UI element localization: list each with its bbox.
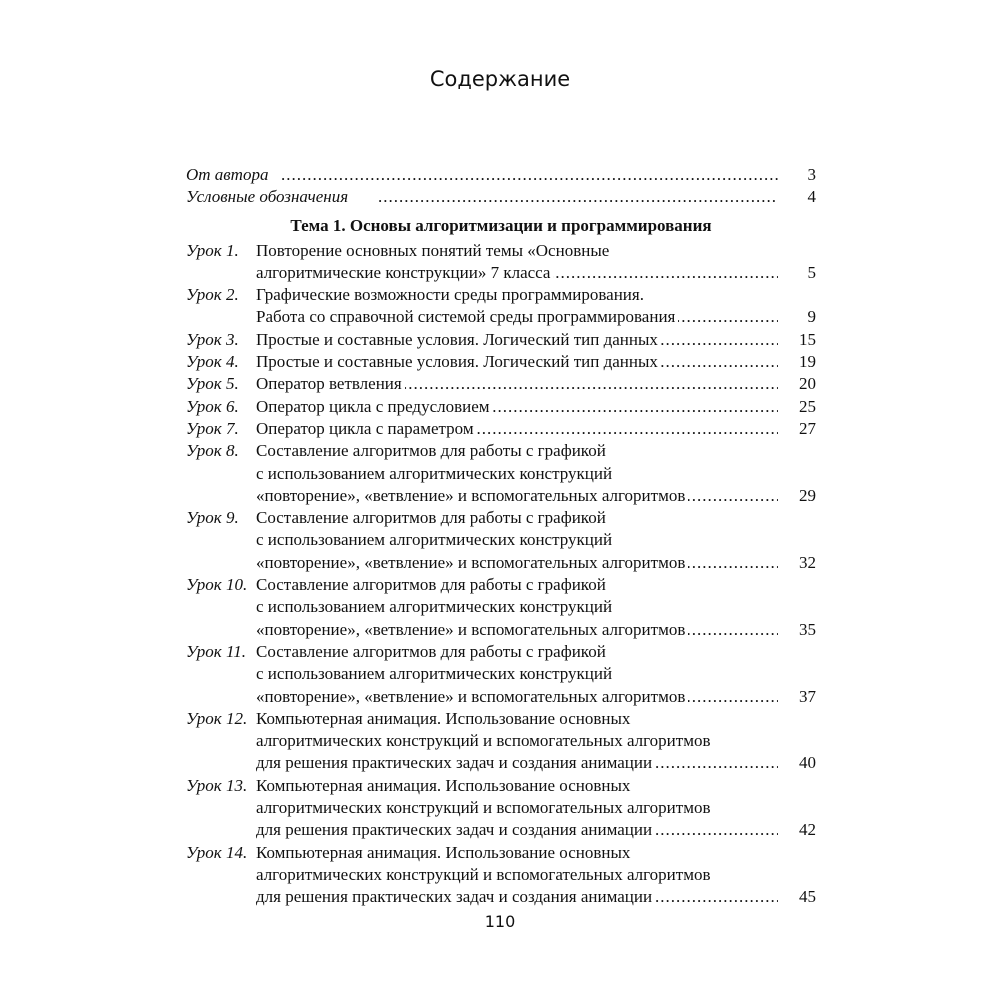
lesson-label: Урок 5.: [186, 374, 239, 394]
topic-heading: Тема 1. Основы алгоритмизации и программирования: [290, 215, 712, 235]
lesson-title-line: [256, 819, 778, 841]
lesson-title-line: [256, 686, 778, 708]
lesson-label: Урок 14.: [186, 842, 248, 862]
lesson-title-text: алгоритмические конструкции» 7 класса: [256, 263, 553, 282]
lesson-page-number: 45: [799, 887, 816, 907]
lesson-title-text: алгоритмических конструкций и вспомогательных алгоритмов: [256, 731, 713, 750]
page-title: Содержание: [429, 67, 571, 91]
lesson-title-line: [256, 440, 816, 462]
lesson-label: Урок 13.: [186, 775, 248, 795]
lesson-label: Урок 1.: [186, 240, 239, 260]
lesson-title-line: [256, 619, 778, 641]
lesson-page-number: 35: [799, 619, 816, 639]
toc-entry-from-author[interactable]: [186, 164, 816, 186]
toc-entry-lesson[interactable]: [186, 284, 816, 329]
lesson-title-text: с использованием алгоритмических конструкций: [256, 464, 615, 483]
lesson-title-text: «повторение», «ветвление» и вспомогательных алгоритмов: [256, 486, 688, 505]
toc-entry-lesson[interactable]: [186, 418, 816, 440]
toc-entry-lesson[interactable]: [186, 440, 816, 507]
lesson-title-text: Составление алгоритмов для работы с графикой: [256, 508, 609, 527]
lesson-title-line: [256, 351, 778, 373]
lesson-title-text: Оператор цикла с предусловием: [256, 397, 493, 416]
table-of-contents: [186, 164, 816, 909]
toc-entry-conventions[interactable]: [186, 186, 816, 208]
lesson-label: Урок 12.: [186, 708, 248, 728]
lesson-list: [186, 240, 816, 909]
lesson-title-line: [256, 418, 778, 440]
lesson-title-text: Графические возможности среды программирования.: [256, 285, 647, 304]
lesson-label: Урок 3.: [186, 329, 239, 349]
lesson-title-text: для решения практических задач и создания анимации: [256, 753, 655, 772]
lesson-title-text: алгоритмических конструкций и вспомогательных алгоритмов: [256, 865, 713, 884]
lesson-title-line: [256, 329, 778, 351]
lesson-page-number: 15: [799, 329, 816, 349]
lesson-title-line: [256, 641, 816, 663]
lesson-label: Урок 9.: [186, 508, 239, 528]
toc-entry-lesson[interactable]: [186, 842, 816, 909]
lesson-title-text: «повторение», «ветвление» и вспомогательных алгоритмов: [256, 687, 688, 706]
lesson-title-line: [256, 708, 816, 730]
page-number: 110: [484, 912, 516, 931]
lesson-label: Урок 10.: [186, 575, 248, 595]
lesson-label: Урок 7.: [186, 418, 239, 438]
lesson-title-line: [256, 574, 816, 596]
lesson-page-number: 5: [807, 262, 816, 282]
lesson-title-text: Работа со справочной системой среды программирования: [256, 307, 678, 326]
lesson-title-text: Составление алгоритмов для работы с графикой: [256, 642, 609, 661]
toc-entry-text: От автора: [186, 165, 269, 184]
lesson-title-text: Составление алгоритмов для работы с графикой: [256, 441, 609, 460]
lesson-title-text: Повторение основных понятий темы «Основные: [256, 241, 612, 260]
lesson-title-line: [256, 797, 816, 819]
lesson-title-text: для решения практических задач и создания анимации: [256, 887, 655, 906]
toc-entry-page: 3: [807, 165, 816, 184]
lesson-page-number: 25: [799, 396, 816, 416]
lesson-title-text: «повторение», «ветвление» и вспомогательных алгоритмов: [256, 620, 688, 639]
lesson-title-line: [256, 306, 778, 328]
lesson-page-number: 9: [807, 307, 816, 327]
toc-entry-lesson[interactable]: [186, 329, 816, 351]
lesson-label: Урок 8.: [186, 441, 239, 461]
lesson-title-text: Простые и составные условия. Логический тип данных: [256, 352, 661, 371]
lesson-label: Урок 6.: [186, 396, 239, 416]
lesson-title-line: [256, 463, 816, 485]
lesson-page-number: 19: [799, 352, 816, 372]
lesson-title-text: Оператор цикла с параметром: [256, 419, 477, 438]
lesson-title-line: [256, 507, 816, 529]
lesson-title-line: [256, 485, 778, 507]
toc-entry-lesson[interactable]: [186, 507, 816, 574]
lesson-title-line: [256, 596, 816, 618]
lesson-title-line: [256, 752, 778, 774]
toc-entry-lesson[interactable]: [186, 240, 816, 285]
lesson-title-text: Простые и составные условия. Логический тип данных: [256, 330, 661, 349]
lesson-title-text: с использованием алгоритмических конструкций: [256, 664, 615, 683]
lesson-page-number: 42: [799, 820, 816, 840]
toc-entry-lesson[interactable]: [186, 574, 816, 641]
lesson-label: Урок 4.: [186, 352, 239, 372]
lesson-label: Урок 11.: [186, 641, 246, 661]
lesson-title-text: алгоритмических конструкций и вспомогательных алгоритмов: [256, 798, 713, 817]
toc-entry-lesson[interactable]: [186, 373, 816, 395]
lesson-title-line: [256, 775, 816, 797]
lesson-title-line: [256, 552, 778, 574]
dot-leader: [281, 164, 778, 186]
lesson-page-number: 40: [799, 753, 816, 773]
lesson-title-line: [256, 864, 816, 886]
lesson-title-text: с использованием алгоритмических конструкций: [256, 597, 615, 616]
toc-entry-lesson[interactable]: [186, 396, 816, 418]
lesson-title-line: [256, 262, 778, 284]
lesson-title-text: Составление алгоритмов для работы с графикой: [256, 575, 609, 594]
toc-entry-page: 4: [807, 187, 816, 207]
lesson-title-text: Оператор ветвления: [256, 374, 405, 393]
lesson-page-number: 32: [799, 552, 816, 572]
lesson-title-text: для решения практических задач и создания анимации: [256, 820, 655, 839]
lesson-page-number: 20: [799, 374, 816, 394]
lesson-title-line: [256, 663, 816, 685]
lesson-title-line: [256, 842, 816, 864]
dot-leader: [378, 186, 778, 208]
lesson-title-text: Компьютерная анимация. Использование основных: [256, 776, 633, 795]
lesson-title-line: [256, 240, 816, 262]
lesson-title-text: Компьютерная анимация. Использование основных: [256, 843, 633, 862]
lesson-title-line: [256, 396, 778, 418]
lesson-title-line: [256, 529, 816, 551]
lesson-title-line: [256, 373, 778, 395]
lesson-page-number: 27: [799, 418, 816, 438]
toc-entry-lesson[interactable]: [186, 775, 816, 842]
toc-entry-lesson[interactable]: [186, 351, 816, 373]
lesson-page-number: 37: [799, 686, 816, 706]
lesson-title-text: с использованием алгоритмических конструкций: [256, 530, 615, 549]
lesson-title-line: [256, 886, 778, 908]
toc-entry-lesson[interactable]: [186, 641, 816, 708]
lesson-page-number: 29: [799, 485, 816, 505]
lesson-title-text: Компьютерная анимация. Использование основных: [256, 709, 633, 728]
lesson-title-line: [256, 284, 816, 306]
toc-entry-text: Условные обозначения: [186, 187, 349, 207]
lesson-label: Урок 2.: [186, 285, 239, 305]
lesson-title-line: [256, 730, 816, 752]
toc-entry-lesson[interactable]: [186, 708, 816, 775]
lesson-title-text: «повторение», «ветвление» и вспомогательных алгоритмов: [256, 553, 688, 572]
